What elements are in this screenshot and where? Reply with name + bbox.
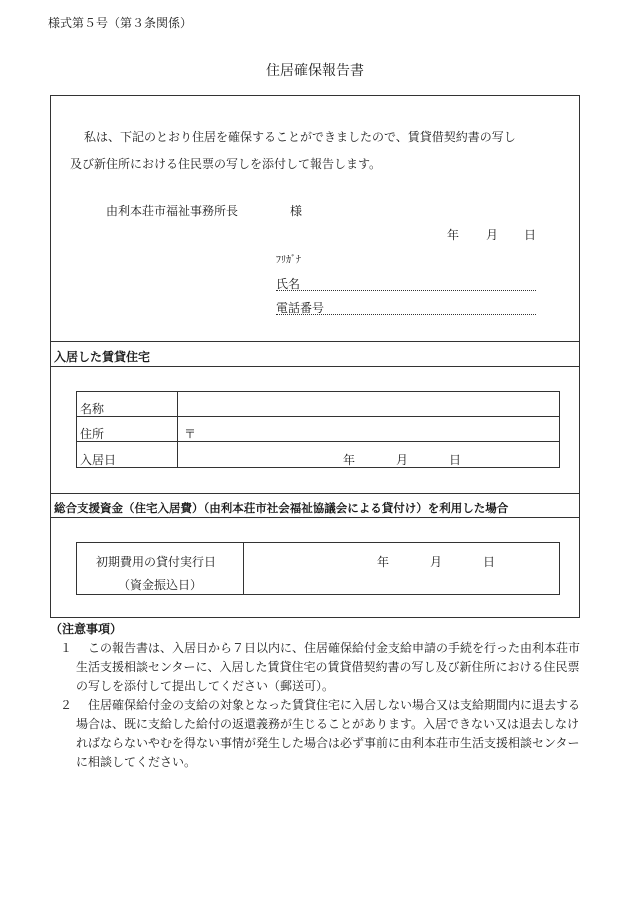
move-in-date-label: 入居日 [80,453,117,467]
rental-address-value[interactable]: 〒 [184,427,197,441]
furigana-label: ﾌﾘｶﾞﾅ [276,255,301,266]
loan-date-month: 月 [430,555,443,569]
rental-table-column-divider [177,391,178,467]
section-divider [50,341,579,342]
rental-address-label: 住所 [80,427,105,441]
note-number: ２ [60,698,73,712]
loan-date-label-line1: 初期費用の貸付実行日 [96,555,217,569]
rental-name-value[interactable] [184,400,554,414]
loan-date-year: 年 [377,555,390,569]
section-divider [50,517,579,518]
loan-section-title: 総合支援資金（住宅入居費）（由利本荘市社会福祉協議会による貸付け）を利用した場合 [54,501,509,515]
notes-title: （注意事項） [50,622,123,636]
name-field[interactable] [276,290,536,291]
section-divider [50,493,579,494]
move-in-date-day: 日 [449,453,462,467]
note-text: この報告書は、入居日から７日以内に、住居確保給付金支給申請の手続を行った由利本荘市生活支援相談センターに、入居した賃貸住宅の賃貸借契約書の写し及び新住所における住民票の写しを添付して提出してください（郵送可）。 [76,641,581,693]
rental-section-title: 入居した賃貸住宅 [54,350,151,364]
form-number-label: 様式第５号（第３条関係） [48,16,193,30]
addressee: 由利本荘市福祉事務所長 [106,204,239,218]
loan-table-column-divider [243,542,244,594]
intro-line-1: 私は、下記のとおり住居を確保することができましたので、賃貸借契約書の写し [84,130,516,144]
move-in-date-value[interactable] [184,451,324,465]
report-date-year: 年 [447,228,460,242]
loan-date-day: 日 [483,555,496,569]
move-in-date-month: 月 [396,453,409,467]
report-date-month: 月 [486,228,499,242]
phone-field[interactable] [276,314,536,315]
note-text: 住居確保給付金の支給の対象となった賃貸住宅に入居しない場合又は支給期間内に退去する場合は、既に支給した給付の返還義務が生じることがあります。入居できない又は退去しなければならないやむを得ない事情が発生した場合は必ず事前に由利本荘市生活支援相談センターに相談してください。 [76,698,581,769]
phone-label: 電話番号 [276,301,325,315]
report-date-day: 日 [524,228,537,242]
loan-date-label-line2: （資金振込日） [118,578,203,592]
addressee-honorific: 様 [290,204,303,218]
name-label: 氏名 [276,277,301,291]
move-in-date-year: 年 [343,453,356,467]
document-title: 住居確保報告書 [266,63,364,79]
rental-table-row-divider [76,416,559,417]
section-divider [50,366,579,367]
rental-name-label: 名称 [80,402,105,416]
note-number: １ [60,641,73,655]
intro-line-2: 及び新住所における住民票の写しを添付して報告します。 [70,157,382,171]
